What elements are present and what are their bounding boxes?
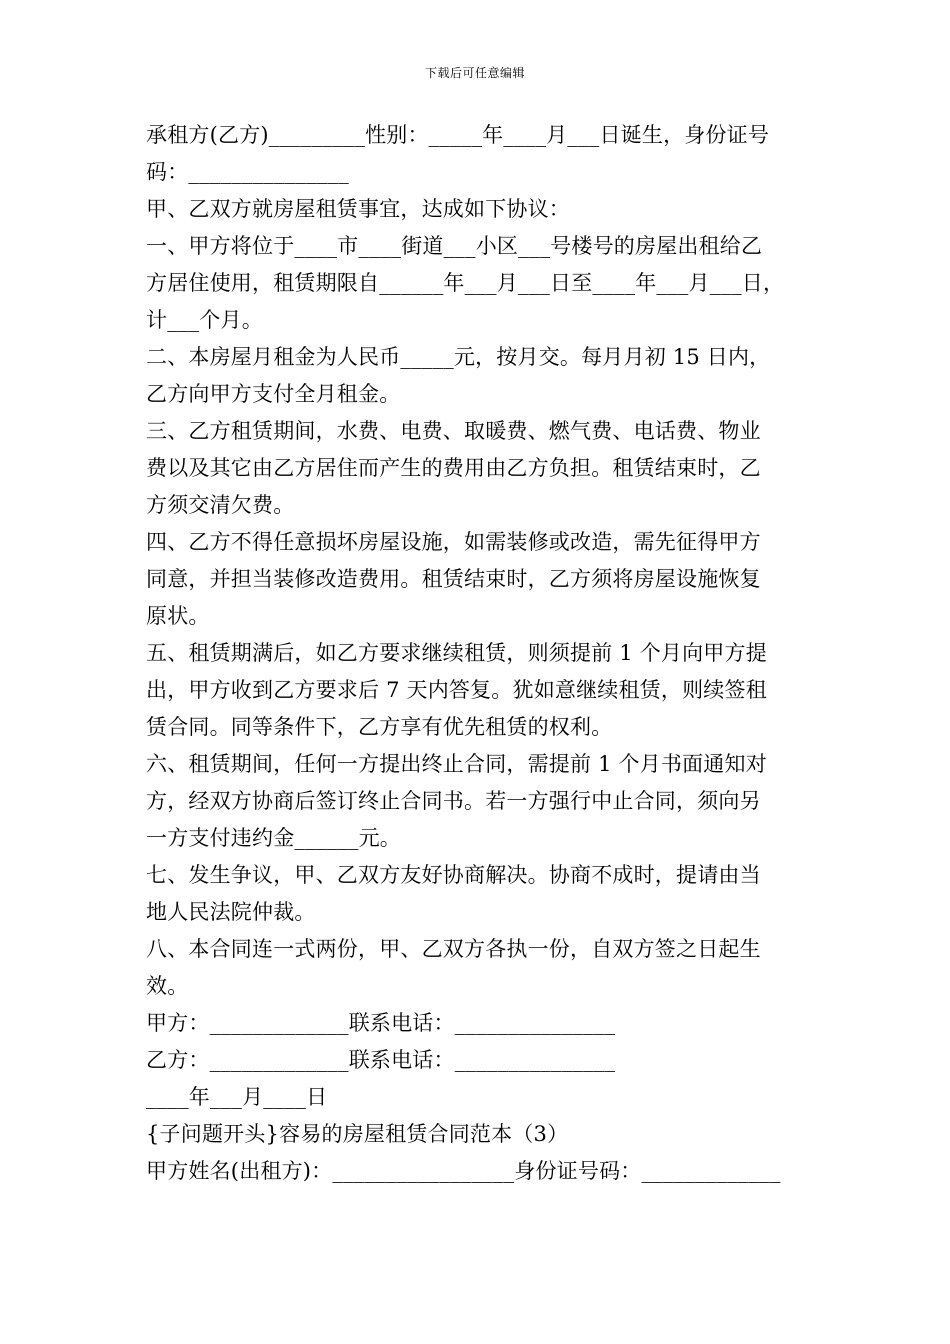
- text-line: 同意，并担当装修改造费用。租赁结束时，乙方须将房屋设施恢复: [146, 567, 761, 591]
- page-header: 下载后可任意编辑: [424, 66, 525, 80]
- contract-body: [146, 117, 814, 1190]
- text-line: 出，甲方收到乙方要求后 7 天内答复。犹如意继续租赁，则续签租: [146, 678, 767, 702]
- text-line: 甲、乙双方就房屋租赁事宜，达成如下协议：: [146, 197, 570, 221]
- text-line: 四、乙方不得任意损坏房屋设施，如需装修或改造，需先征得甲方: [146, 530, 761, 554]
- text-line: 码：_______________: [146, 160, 349, 184]
- signature-line-party-a: 甲方：_____________联系电话：_______________: [146, 1011, 616, 1035]
- text-line: 五、租赁期满后，如乙方要求继续租赁，则须提前 1 个月向甲方提: [146, 641, 767, 665]
- text-line: 费以及其它由乙方居住而产生的费用由乙方负担。租赁结束时，乙: [146, 456, 761, 480]
- text-line: 乙方向甲方支付全月租金。: [146, 382, 401, 406]
- text-line: 六、租赁期间，任何一方提出终止合同，需提前 1 个月书面通知对: [146, 752, 767, 776]
- text-line: 效。: [146, 974, 189, 998]
- text-line: 原状。: [146, 604, 210, 628]
- signature-line-party-b: 乙方：_____________联系电话：_______________: [146, 1048, 616, 1072]
- text-line: 方，经双方协商后签订终止合同书。若一方强行中止合同，须向另: [146, 789, 761, 813]
- text-line: 地人民法院仲裁。: [146, 900, 316, 924]
- text-line: 赁合同。同等条件下，乙方享有优先租赁的权利。: [146, 715, 613, 739]
- text-line: 一、甲方将位于____市____街道___小区___号楼号的房屋出租给乙: [146, 234, 763, 258]
- text-line: 方居住使用，租赁期限自______年___月___日至____年___月___日，: [146, 271, 785, 295]
- text-line: 计___个月。: [146, 308, 263, 332]
- text-line: 八、本合同连一式两份，甲、乙双方各执一份，自双方签之日起生: [146, 937, 761, 961]
- date-line: ____年___月____日: [146, 1085, 328, 1109]
- text-line: 七、发生争议，甲、乙双方友好协商解决。协商不成时，提请由当: [146, 863, 761, 887]
- text-line: 方须交清欠费。: [146, 493, 295, 517]
- text-line: 三、乙方租赁期间，水费、电费、取暖费、燃气费、电话费、物业: [146, 419, 761, 443]
- text-line: 一方支付违约金______元。: [146, 826, 401, 850]
- section-title: {子问题开头}容易的房屋租赁合同范本（3）: [146, 1122, 569, 1146]
- text-line: 甲方姓名(出租方)：_________________身份证号码：_____________: [146, 1159, 781, 1183]
- text-line: 二、本房屋月租金为人民币_____元，按月交。每月月初 15 日内，: [146, 345, 771, 369]
- text-line: 承租方(乙方)_________性别：_____年____月___日诞生，身份证号: [146, 123, 770, 147]
